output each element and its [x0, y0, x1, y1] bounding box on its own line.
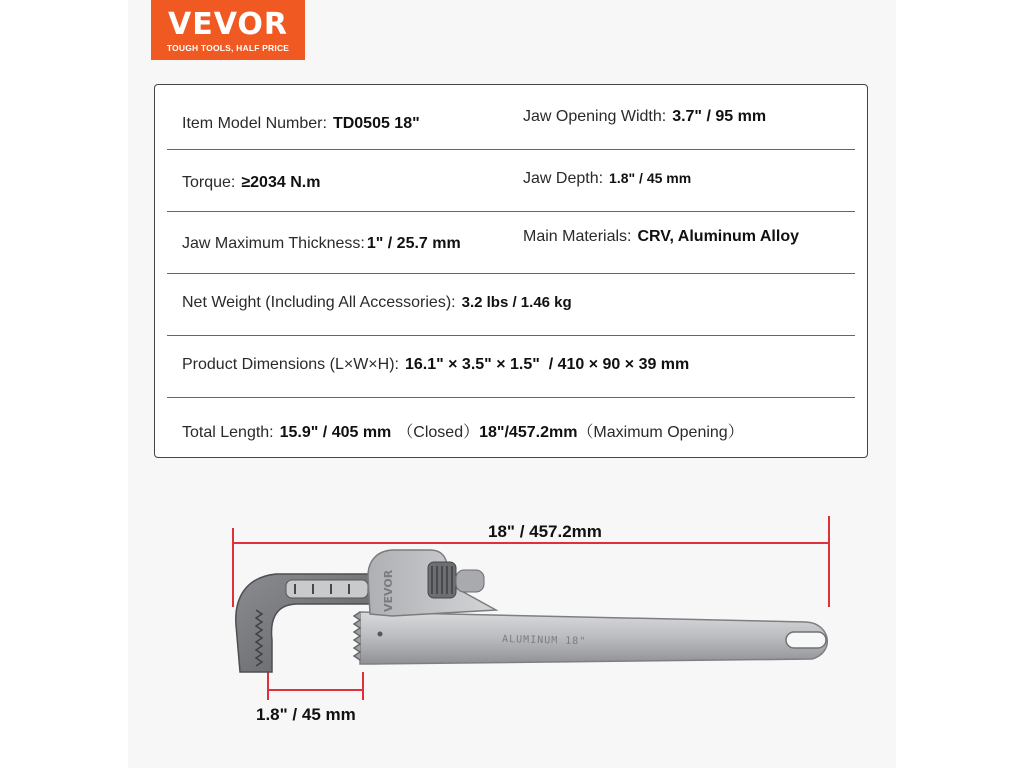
scale-tick	[312, 584, 314, 594]
total-length-label: 18" / 457.2mm	[488, 522, 602, 541]
brand-name: VEVOR	[167, 7, 288, 42]
scale-tick	[294, 584, 296, 594]
spec-label: Main Materials:	[523, 228, 632, 245]
spec-value: 3.7" / 95 mm	[672, 108, 767, 125]
spec-label: Torque:	[182, 174, 236, 191]
rivet-icon	[378, 632, 383, 637]
spec-label: Total Length:	[182, 424, 274, 441]
spec-label: Jaw Opening Width:	[523, 108, 667, 125]
jaw-depth-label: 1.8" / 45 mm	[256, 705, 356, 724]
spec-value: CRV, Aluminum Alloy	[637, 228, 799, 245]
spec-value: 16.1" × 3.5" × 1.5" / 410 × 90 × 39 mm	[404, 356, 690, 373]
spec-value: 1" / 25.7 mm	[366, 235, 461, 252]
lower-jaw-teeth	[354, 612, 360, 660]
spec-note-closed: （Closed）	[397, 424, 480, 441]
scale-tick	[330, 584, 332, 594]
spec-value: 3.2 lbs / 1.46 kg	[461, 294, 572, 311]
hook-scale	[286, 580, 368, 598]
spec-label: Product Dimensions (L×W×H):	[182, 356, 399, 373]
spec-label: Jaw Depth:	[523, 170, 604, 187]
scale-tick	[348, 584, 350, 594]
head-brand: VEVOR	[382, 569, 395, 612]
handle-engraving: ALUMINUM 18"	[501, 634, 587, 648]
jaw-depth-dimension	[268, 672, 363, 700]
spec-value: ≥2034 N.m	[241, 174, 321, 191]
spec-value: TD0505 18"	[332, 115, 420, 132]
spec-label: Net Weight (Including All Accessories):	[182, 294, 456, 311]
wrench-handle	[360, 612, 827, 664]
spec-value-open: 18"/457.2mm	[479, 424, 578, 441]
adjustment-nut	[428, 562, 456, 598]
spec-label: Item Model Number:	[182, 115, 327, 132]
brand-tagline: TOUGH TOOLS, HALF PRICE	[166, 43, 290, 53]
hook-shank-end	[456, 570, 484, 592]
spec-label: Jaw Maximum Thickness:	[182, 235, 365, 252]
spec-value: 1.8" / 45 mm	[609, 170, 692, 186]
spec-note-open: （Maximum Opening）	[577, 424, 744, 441]
spec-value-closed: 15.9" / 405 mm	[279, 424, 392, 441]
handle-hang-hole	[786, 632, 826, 648]
